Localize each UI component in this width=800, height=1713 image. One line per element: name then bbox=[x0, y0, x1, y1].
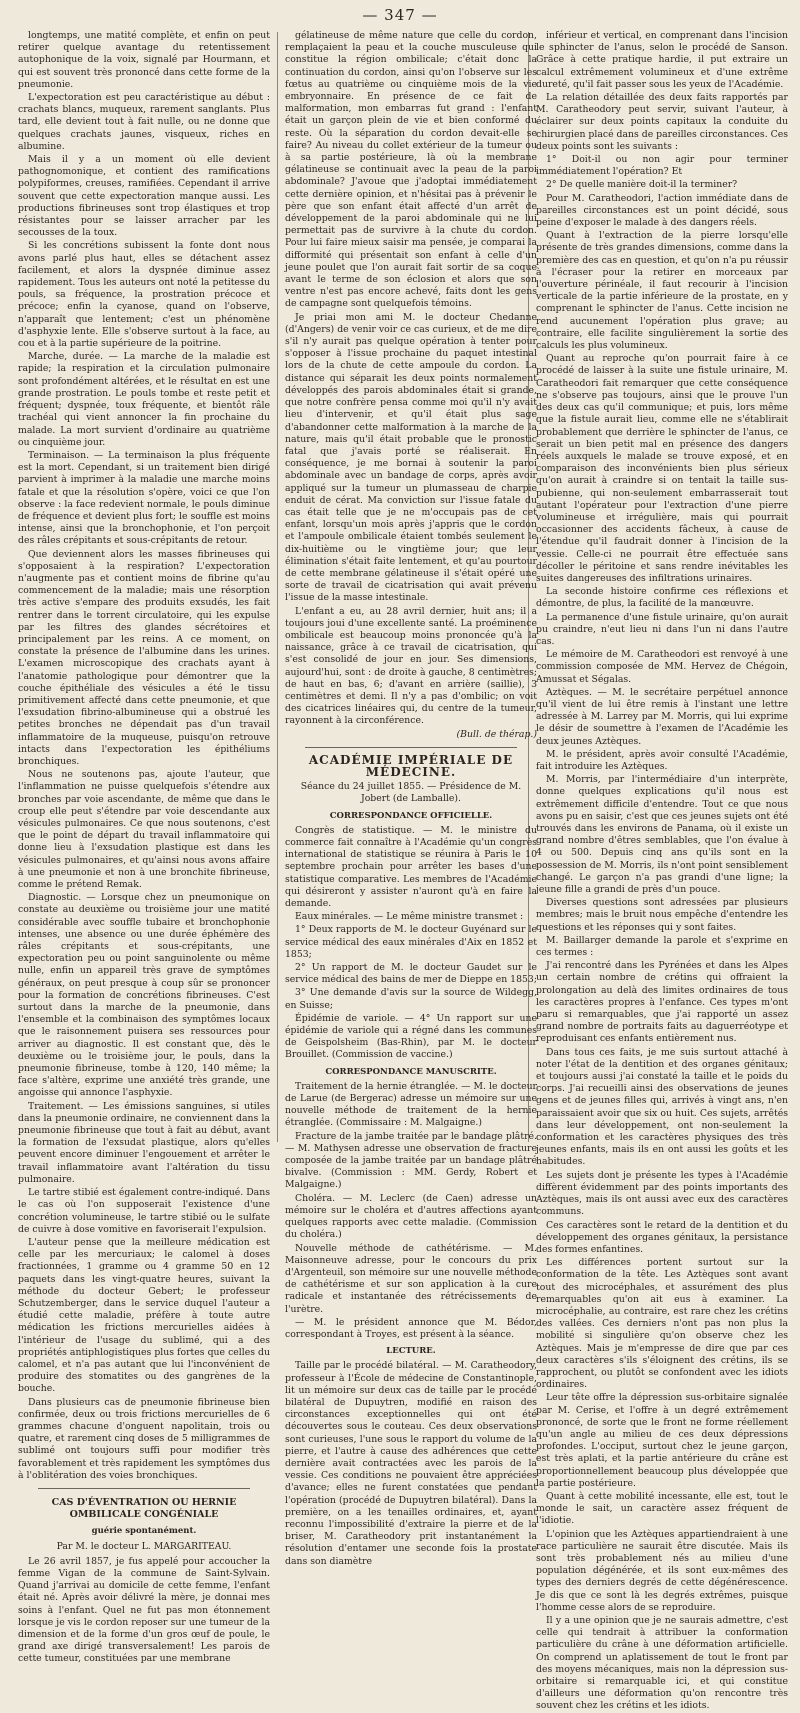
paragraph: Dans tous ces faits, je me suis surtout attaché à noter l'état de la dentition et des organes génitaux; et toujours aussi j'ai constaté la taille et le poids du corps. J'ai recueilli ainsi des observations de jeunes gens et de jeunes filles qui, arrivés à vingt ans, n'en paraissaient avoir que six ou huit. Ces sujets, arrêtés dans leur développement, ont non-seulement la conformation et les caractères physiques des très jeunes enfants, mais ils en ont aussi les goûts et les habitudes. bbox=[536, 1046, 788, 1168]
section-rule bbox=[305, 747, 517, 748]
paragraph: Quant à l'extraction de la pierre lorsqu'elle présente de très grandes dimensions, comme dans la première des cas en question, et qu'on n'a pu réussir à l'écraser pour la retirer en morceaux par l'ouverture périnéale, il faut recourir à l'incision verticale de la partie inférieure de la prostate, en y comprenant le sphincter de l'anus. Cette incision ne rend aucunement l'opération plus grave; au contraire, elle facilite singulièrement la sortie des calculs les plus volumineux. bbox=[536, 230, 788, 352]
paragraph: M. le président, après avoir consulté l'Académie, fait introduire les Aztèques. bbox=[536, 748, 788, 772]
paragraph: Le 26 avril 1857, je fus appelé pour accoucher la femme Vigan de la commune de Saint-Sylvain. Quand j'arrivai au domicile de cette femme, l'enfant était né. Après avoir délivré la mère, je donnai mes soins à l'enfant. Quel ne fut pas mon étonnement lorsque je vis le cordon reposer sur une tumeur de la dimension et de la forme d'un gros œuf de poule, le grand axe dirigé transversalement! Les parois de cette tumeur, constituées par une membrane bbox=[18, 1555, 270, 1665]
paragraph: La relation détaillée des deux faits rapportés par M. Caratheodory peut servir, suivant l'auteur, à éclairer sur deux points capitaux la conduite du chirurgien placé dans de pareilles circonstances. Ces deux points sont les suivants : bbox=[536, 92, 788, 152]
session-date: Séance du 24 juillet 1855. — Présidence de M. Jobert (de Lamballe). bbox=[300, 781, 522, 805]
article-heading: CAS D'ÉVENTRATION OU HERNIE OMBILICALE CONGÉNIALE bbox=[51, 1496, 237, 1521]
paragraph: Le tartre stibié est également contre-indiqué. Dans le cas où l'on supposerait l'existence d'une concrétion volumineuse, le tartre stibié ou le sulfate de cuivre à dose vomitive en favoriserait l'expulsion. bbox=[18, 1187, 270, 1235]
paragraph: 2° Un rapport de M. le docteur Gaudet sur le service médical des bains de mer de Dieppe en 1853; bbox=[285, 962, 537, 986]
paragraph: Diagnostic. — Lorsque chez un pneumonique on constate au deuxième ou troisième jour une matité considérable avec souffle tubaire et bronchophonie intenses, une absence ou une durée éphémère des râles crépitants et sous-crépitants, une expectoration peu ou point sanguinolente ou même nulle, enfin un appareil très grave de symptômes généraux, on peut presque à coup sûr se prononcer pour la formation de concrétions fibrineuses. C'est surtout dans la marche de la pneumonie, dans l'ensemble et la combinaison des symptômes locaux que le raisonnement puisera ses ressources pour arriver au diagnostic. Il est constant que, dès le deuxième ou le troisième jour, le pouls, dans la pneumonie fibrineuse, tombe à 120, 140 même; la face s'altère, exprime une anxiété très grande, une angoisse qui annonce l'asphyxie. bbox=[18, 892, 270, 1099]
paragraph: Traitement de la hernie étranglée. — M. le docteur de Larue (de Bergerac) adresse un mémoire sur une nouvelle méthode de traitement de la hernie étranglée. (Commissaire : M. Malgaigne.) bbox=[285, 1080, 537, 1129]
paragraph: 2° De quelle manière doit-il la terminer? bbox=[546, 179, 738, 191]
subsection-heading: LECTURE. bbox=[386, 1346, 436, 1357]
paragraph: Terminaison. — La terminaison la plus fréquente est la mort. Cependant, si un traitement bien dirigé parvient à imprimer à la maladie une marche moins fatale et que la résolution s'opère, voici ce que l'on observe : la face redevient normale, le pouls diminue de fréquence et devient plus fort; le souffle est moins intense, ainsi que la bronchophonie, et l'on perçoit des râles crépitants et sous-crépitants de retour. bbox=[18, 449, 270, 547]
paragraph: Choléra. — M. Leclerc (de Caen) adresse un mémoire sur le choléra et d'autres affections ayant quelques rapports avec cette maladie. (Commission du choléra.) bbox=[285, 1192, 537, 1241]
paragraph: Nous ne soutenons pas, ajoute l'auteur, que l'inflammation ne puisse quelquefois s'étendre aux bronches par voie ascendante, de même que dans le croup elle peut s'étendre par voie descendante aux vésicules pulmonaires. Ce que nous soutenons, c'est que le point de départ du travail inflammatoire qui donne lieu à l'exsudation plastique est dans les vésicules pulmonaires, et qu'ainsi nous avons affaire à une pneumonie et non à une bronchite fibrineuse, comme le prétend Remak. bbox=[18, 769, 270, 891]
paragraph: Traitement. — Les émissions sanguines, si utiles dans la pneumonie ordinaire, ne conviennent dans la pneumonie fibrineuse que tout à fait au début, avant la formation de l'exsudat plastique, alors qu'elles peuvent encore diminuer l'engouement et arrêter le travail inflammatoire avant l'altération du tissu pulmonaire. bbox=[18, 1100, 270, 1185]
paragraph: Leur tête offre la dépression sus-orbitaire signalée par M. Cerise, et l'offre à un degré extrêmement prononcé, de sorte que le front ne forme réellement qu'un angle au milieu de ces deux dépressions profondes. L'occiput, surtout chez le jeune garçon, est très aplati, et la partie antérieure du crâne est proportionnellement beaucoup plus développée que la partie postérieure. bbox=[536, 1392, 788, 1489]
paragraph: J'ai rencontré dans les Pyrénées et dans les Alpes un certain nombre de crétins qui offraient la prolongation au delà des limites ordinaires de tous les caractères propres à l'enfance. Ces types m'ont paru si remarquables, que j'ai rapporté un assez grand nombre de portraits faits au daguerréotype et reproduisant ces enfants entièrement nus. bbox=[536, 960, 788, 1045]
source-citation: (Bull. de thérap.) bbox=[456, 728, 537, 740]
paragraph: 1° Deux rapports de M. le docteur Guyénard sur le service médical des eaux minérales d'Aix en 1852 et 1853; bbox=[285, 924, 537, 960]
column-left bbox=[18, 30, 270, 1665]
section-rule bbox=[38, 1488, 250, 1489]
paragraph: Fracture de la jambe traitée par le bandage plâtré. — M. Mathysen adresse une observation de fracture composée de la jambe traitée par un bandage plâtré bivalve. (Commission : MM. Gerdy, Robert et Malgaigne.) bbox=[285, 1130, 537, 1191]
paragraph: L'enfant a eu, au 28 avril dernier, huit ans; il a toujours joui d'une excellente santé. La proéminence ombilicale est beaucoup moins prononcée qu'à la naissance, grâce à ce travail de cicatrisation, qui s'est consolidé de jour en jour. Ses dimensions, aujourd'hui, sont : de droite à gauche, 8 centimètres; de haut en bas, 6; d'avant en arrière (saillie), 3 centimètres et demi. Il n'y a pas d'ombilic; on voit des cicatrices linéaires qui, du centre de la tumeur, rayonnent à la circonférence. bbox=[285, 605, 537, 727]
subsection-heading: CORRESPONDANCE MANUSCRITE. bbox=[325, 1066, 497, 1077]
paragraph: Que deviennent alors les masses fibrineuses qui s'opposaient à la respiration? L'expectoration n'augmente pas et contient moins de fibrine qu'au commencement de la maladie; mais une résorption très active s'empare des produits exsudés, les fait rentrer dans le torrent circulatoire, qui les expulse par les filtres des glandes sécrétoires et principalement par les reins. A ce moment, on constate la présence de l'albumine dans les urines. L'examen microscopique des crachats ayant à l'anatomie pathologique pour démontrer que la couche épithéliale des vésicules a été le tissu primitivement affecté dans cette pneumonie, et que l'exsudation fibrino-albumineuse qui a obstrué les petites bronches ne dépendait pas d'un travail inflammatoire de la muqueuse, puisqu'on retrouve intacts dans l'expectoration les épithéliums bronchiques. bbox=[18, 548, 270, 767]
paragraph: Les sujets dont je présente les types à l'Académie diffèrent évidemment par des points importants des Aztèques, mais ils ont aussi avec eux des caractères communs. bbox=[536, 1169, 788, 1218]
paragraph: La permanence d'une fistule urinaire, qu'on aurait pu craindre, n'eut lieu ni dans l'un ni dans l'autre cas. bbox=[536, 611, 788, 647]
paragraph: Nouvelle méthode de cathétérisme. — M. Maisonneuve adresse, pour le concours du prix d'Argenteuil, son mémoire sur une nouvelle méthode de cathétérisme et sur son application à la cure radicale et instantanée des rétrécissements de l'urètre. bbox=[285, 1242, 537, 1315]
column-divider bbox=[277, 32, 278, 1142]
paragraph: Quant au reproche qu'on pourrait faire à ce procédé de laisser à la suite une fistule urinaire, M. Caratheodori fait remarquer que cette conséquence ne s'observe pas toujours, ainsi que le prouve l'un des deux cas qu'il communique; et puis, lors même que la fistule aurait lieu, comme elle ne s'établirait probablement que derrière le sphincter de l'anus, ce serait un bien petit mal en présence des dangers réels auxquels le malade se trouve exposé, et en comparaison des inconvénients bien plus sérieux qu'on aurait à craindre si on tentait la taille sus-pubienne, qui non-seulement embarrasserait tout autant l'opérateur pour l'extraction d'une pierre volumineuse et irrégulière, mais qui pourrait occasionner des accidents fâcheux, à cause de l'étendue qu'il faudrait donner à l'incision de la vessie. Celle-ci ne pourrait être effectuée sans décoller le péritoine et sans rendre inévitables les suites dangereuses des infiltrations urinaires. bbox=[536, 353, 788, 584]
paragraph: Si les concrétions subissent la fonte dont nous avons parlé plus haut, elles se détachent assez facilement, et alors la dyspnée diminue assez rapidement. Tous les auteurs ont noté la petitesse du pouls, sa fréquence, la prostration précoce et précoce; enfin la cyanose, quand on l'observe, n'apparaît que lentement; c'est un phénomène d'asphyxie lente. Elle s'observe surtout à la face, au cou et à la partie supérieure de la poitrine. bbox=[18, 240, 270, 350]
paragraph: Quant à cette mobilité incessante, elle est, tout le monde le sait, un caractère assez fréquent de l'idiotie. bbox=[536, 1490, 788, 1527]
paragraph: Marche, durée. — La marche de la maladie est rapide; la respiration et la circulation pulmonaire sont profondément altérées, et le résultat en est une grande prostration. Le pouls tombe et reste petit et fréquent; dyspnée, toux fréquente, et bientôt râle trachéal qui vient annoncer la fin prochaine du malade. La mort survient d'ordinaire au quatrième ou cinquième jour. bbox=[18, 351, 270, 448]
paragraph: 1° Doit-il ou non agir pour terminer immédiatement l'opération? Et bbox=[536, 154, 788, 178]
paragraph: longtemps, une matité complète, et enfin on peut retirer quelque avantage du retentissement autophonique de la voix, signalé par Hourmann, et qui est souvent très prononcé dans cette forme de la pneumonie. bbox=[18, 30, 270, 90]
paragraph: Je priai mon ami M. le docteur Chedanne (d'Angers) de venir voir ce cas curieux, et de me dire s'il n'y aurait pas quelque opération à tenter pour s'opposer à l'issue prochaine du paquet intestinal lors de la chute de cette ampoule du cordon. La distance qui séparait les deux points normalement développés des parois abdominales était si grande, que notre confrère pensa comme moi qu'il n'y avait lieu d'intervenir, et qu'il était plus sage d'abandonner cette malformation à la marche de la nature, mais qu'il était probable que le pronostic fatal que j'avais porté se réaliserait. En conséquence, je me bornai à soutenir la paroi abdominale avec un bandage de corps, après avoir appliqué sur la tumeur un plumasseau de charpie enduit de cérat. Ma conviction sur l'issue fatale du cas était telle que je ne m'occupais pas de cet enfant, lorsqu'un mois après j'appris que le cordon et l'ampoule ombilicale étaient tombés seulement le dix-huitième ou le vingtième jour; que leur élimination s'était faite lentement, et qu'au pourtour de cette membrane gélatineuse il s'était opéré une sorte de travail de cicatrisation qui avait prévenu l'issue de la masse intestinale. bbox=[285, 311, 537, 604]
paragraph: Congrès de statistique. — M. le ministre du commerce fait connaître à l'Académie qu'un congrès international de statistique se réunira à Paris le 10 septembre prochain pour arrêter les bases d'une statistique comparative. Les membres de l'Académie qui désireront y assister n'auront qu'à en faire la demande. bbox=[285, 824, 537, 910]
paragraph: Aztèques. — M. le secrétaire perpétuel annonce qu'il vient de lui être remis à l'instant une lettre adressée à M. Larrey par M. Morris, qui lui exprime le désir de soumettre à l'examen de l'Académie les deux jeunes Aztèques. bbox=[536, 686, 788, 747]
paragraph: Mais il y a un moment où elle devient pathognomonique, et contient des ramifications polypiformes, creuses, ramifiées. Cependant il arrive souvent que cette expectoration manque aussi. Les productions fibrineuses sont trop élastiques et trop résistantes pour se laisser arracher par les secousses de la toux. bbox=[18, 154, 270, 239]
paragraph: M. Baillarger demande la parole et s'exprime en ces termes : bbox=[536, 934, 788, 959]
paragraph: Ces caractères sont le retard de la dentition et du développement des organes génitaux, la persistance des formes enfantines. bbox=[536, 1219, 788, 1255]
article-subheading: guérie spontanément. bbox=[91, 1526, 197, 1537]
paragraph: La seconde histoire confirme ces réflexions et démontre, de plus, la facilité de la manœuvre. bbox=[536, 586, 788, 610]
paragraph: 3° Une demande d'avis sur la source de Wildegg, en Suisse; bbox=[285, 987, 537, 1011]
paragraph: — M. le président annonce que M. Bédor, correspondant à Troyes, est présent à la séance. bbox=[285, 1316, 537, 1340]
section-heading: ACADÉMIE IMPÉRIALE DE MÉDECINE. bbox=[308, 752, 514, 779]
subsection-heading: CORRESPONDANCE OFFICIELLE. bbox=[329, 810, 493, 821]
paragraph: Eaux minérales. — Le même ministre transmet : bbox=[295, 911, 524, 923]
paragraph: inférieur et vertical, en comprenant dans l'incision le sphincter de l'anus, selon le procédé de Sanson. Grâce à cette pratique hardie, il put extraire un calcul extrêmement volumineux et d'une extrême dureté, qu'il fait passer sous les yeux de l'Académie. bbox=[536, 30, 788, 90]
paragraph: Diverses questions sont adressées par plusieurs membres; mais le bruit nous empêche d'entendre les questions et les réponses qui y sont faites. bbox=[536, 897, 788, 933]
paragraph: Le mémoire de M. Caratheodori est renvoyé à une commission composée de MM. Hervez de Chégoin, Amussat et Ségalas. bbox=[536, 649, 788, 685]
column-right bbox=[536, 30, 788, 1712]
paragraph: Les différences portent surtout sur la conformation de la tête. Les Aztèques sont avant tout des microcéphales, et assurément des plus remarquables qu'on ait eus à examiner. La microcéphalie, au contraire, est rare chez les crétins des vallées. Ces derniers n'ont pas non plus la mobilité si singulière qu'on observe chez les Aztèques. Mais je m'empresse de dire que par ces deux caractères s'ils s'éloignent des crétins, ils se rapprochent, ou plutôt se confondent avec les idiots ordinaires. bbox=[536, 1257, 788, 1391]
paragraph: L'expectoration est peu caractéristique au début : crachats blancs, muqueux, rarement sanglants. Plus tard, elle devient tout à fait nulle, ou ne donne que quelques crachats jaunes, visqueux, riches en albumine. bbox=[18, 92, 270, 152]
paragraph: Dans plusieurs cas de pneumonie fibrineuse bien confirmée, deux ou trois frictions mercurielles de 6 grammes chacune d'onguent napolitain, trois ou quatre, et rarement cinq doses de 5 milligrammes de sublimé ont toujours suffi pour modifier très favorablement et très rapidement les symptômes dus à l'oblitération des voies bronchiques. bbox=[18, 1396, 270, 1481]
paragraph: Il y a une opinion que je ne saurais admettre, c'est celle qui tendrait à attribuer la conformation particulière du crâne à une déformation artificielle. On comprend un aplatissement de tout le front par des moyens mécaniques, mais non la dépression sus-orbitaire si remarquable ici, et qui constitue d'ailleurs une déformation qu'on rencontre très souvent chez les crétins et les idiots. bbox=[536, 1615, 788, 1712]
paragraph: M. Morris, par l'intermédiaire d'un interprète, donne quelques explications qu'il nous est extrêmement difficile d'entendre. Tout ce que nous avons pu en saisir, c'est que ces jeunes sujets ont été trouvés dans les environs de Panama, où il existe un grand nombre d'êtres semblables, que l'on évalue à 4 ou 500. Depuis cinq ans qu'ils sont en la possession de M. Morris, ils n'ont point sensiblement changé. Le garçon n'a pas grandi d'une ligne; la jeune fille a grandi de près d'un pouce. bbox=[536, 774, 788, 896]
paragraph: Taille par le procédé bilatéral. — M. Caratheodory, professeur à l'École de médecine de Constantinople, lit un mémoire sur deux cas de taille par le procédé bilatéral de Dupuytren, modifié en raison des circonstances exceptionnelles qui ont été découvertes sous le couteau. Ces deux observations sont curieuses, l'une sous le rapport du volume de la pierre, et l'autre à cause des adhérences que cette dernière avait contractées avec les parois de la vessie. Ces conditions ne pouvaient être appréciées d'avance; elles ne furent constatées que pendant l'opération (procédé de Dupuytren bilatéral). Dans la première, on a les tenailles ordinaires, et, ayant reconnu l'impossibilité d'extraire la pierre et de la briser, M. Caratheodory prit instantanément la résolution d'entamer une seconde fois la prostate dans son diamètre bbox=[285, 1360, 537, 1567]
column-middle bbox=[285, 30, 537, 1567]
paragraph: L'auteur pense que la meilleure médication est celle par les mercuriaux; le calomel à doses fractionnées, 1 gramme ou 4 gramme 50 en 12 paquets dans les vingt-quatre heures, suivant la méthode du docteur Gebert; le professeur Schutzemberger, dans le service duquel l'auteur a étudié cette maladie, préfère à toute autre médication les frictions mercurielles aidées à l'intérieur de l'usage du sublimé, qui a des propriétés antiphlogistiques plus fortes que celles du calomel, et n'a pas autant que lui l'inconvénient de produire des stomatites ou des gangrènes de la bouche. bbox=[18, 1236, 270, 1395]
article-byline: Par M. le docteur L. MARGARITEAU. bbox=[56, 1540, 232, 1552]
paragraph: Pour M. Caratheodori, l'action immédiate dans de pareilles circonstances est un point décidé, sous peine d'exposer le malade à des dangers réels. bbox=[536, 192, 788, 229]
page-number: — 347 — bbox=[362, 6, 438, 24]
paragraph: Épidémie de variole. — 4° Un rapport sur une épidémie de variole qui a régné dans les communes de Geispolsheim (Bas-Rhin), par M. le docteur Brouillet. (Commission de vaccine.) bbox=[285, 1012, 537, 1061]
paragraph: L'opinion que les Aztèques appartiendraient à une race particulière ne saurait être discutée. Mais ils sont très probablement nés au milieu d'une population dégénérée, et ils sont eux-mêmes des types des derniers degrés de cette dégénérescence. Je dis que ce sont là les degrés extrêmes, puisque l'homme cesse alors de se reproduire. bbox=[536, 1528, 788, 1613]
paragraph: gélatineuse de même nature que celle du cordon, remplaçaient la peau et la couche musculeuse qui constitue la région ombilicale; c'était donc la continuation du cordon, ainsi qu'on l'observe sur les fœtus au quatrième ou cinquième mois de la vie embryonnaire. En présence de ce fait de malformation, mon embarras fut grand : l'enfant était un garçon plein de vie et bien conformé du reste. Où la séparation du cordon devait-elle se faire? Au niveau du collet extérieur de la tumeur ou à sa partie postérieure, là où la membrane gélatineuse se continuait avec la peau de la paroi abdominale? J'avoue que j'adoptai immédiatement cette dernière opinion, et n'hésitai pas à prévenir le père que son enfant était affecté d'un arrêt de développement de la paroi abdominale qui ne lui permettait pas de survivre à la chute du cordon. Pour lui faire mieux saisir ma pensée, je comparai la difformité qui présentait son enfant à celle d'un jeune poulet que l'on aurait fait sortir de sa coque avant le terme de son éclosion et alors que son ventre n'est pas encore achevé, faits dont les gens de campagne sont quelquefois témoins. bbox=[285, 30, 537, 310]
